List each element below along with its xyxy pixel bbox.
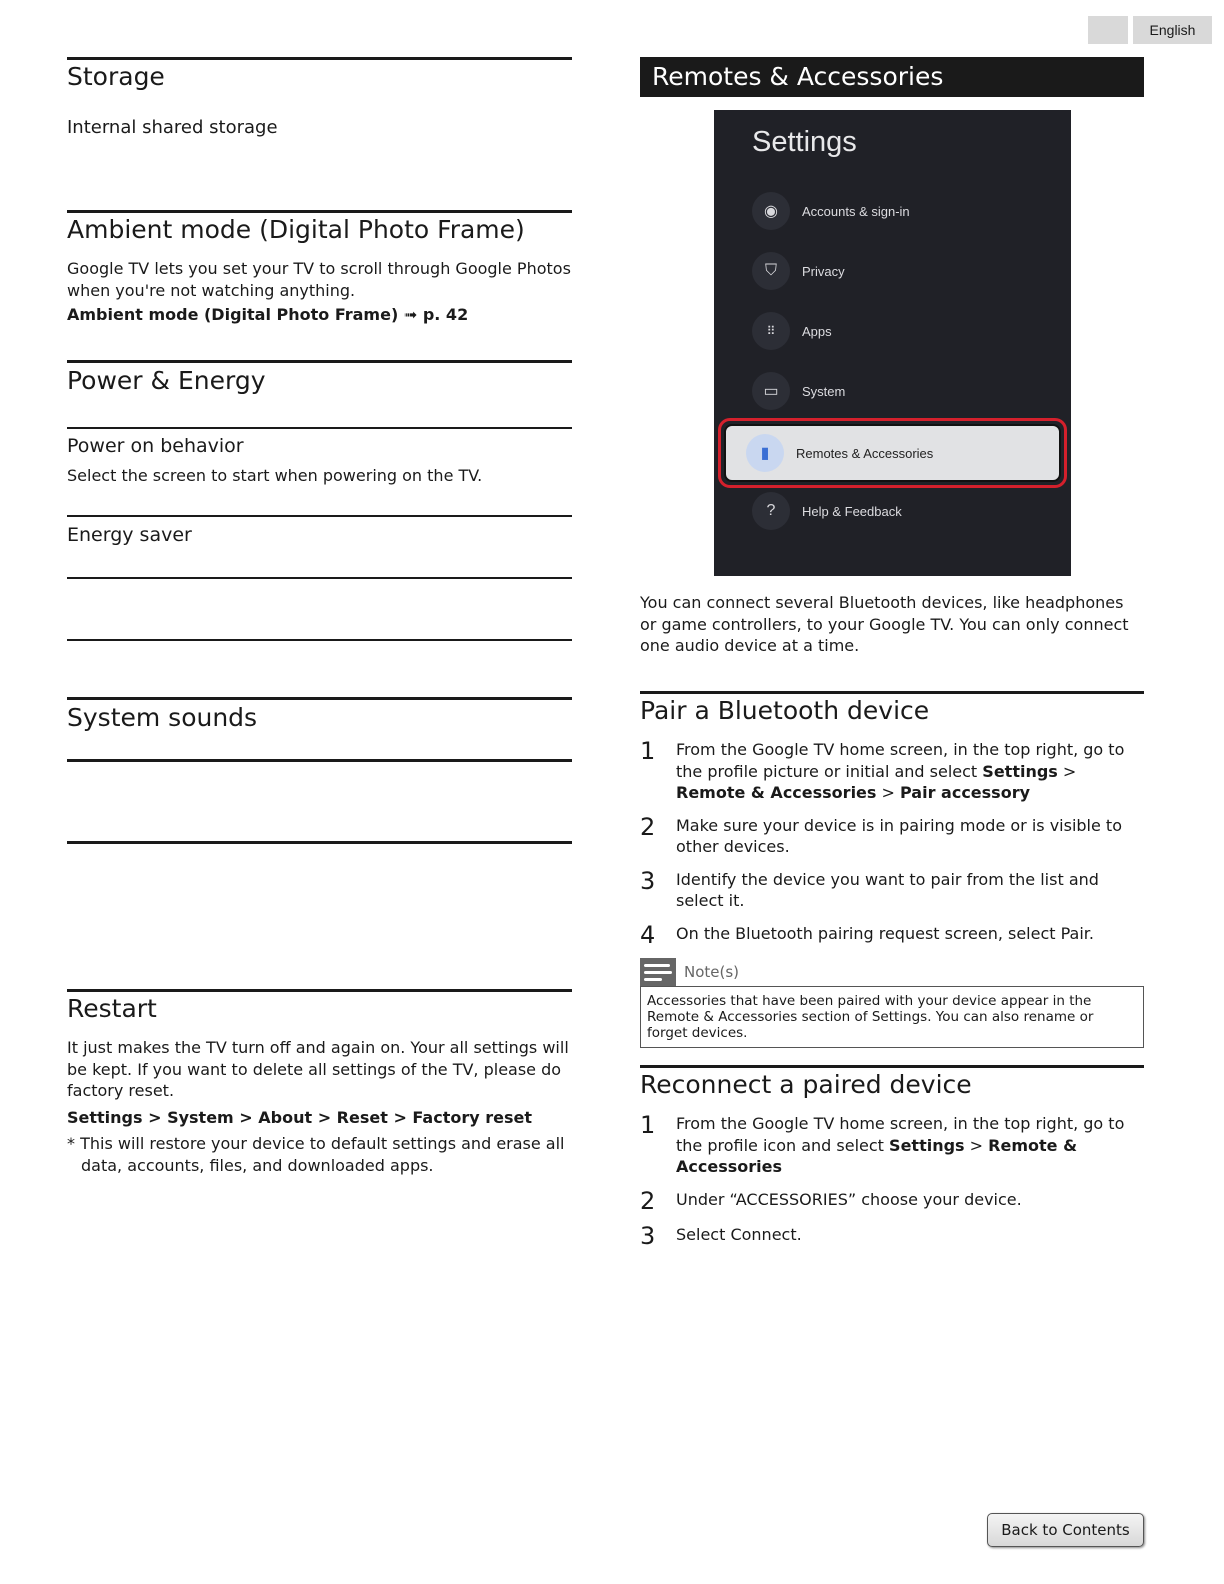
step-text: From the Google TV home screen, in the top right, go to the profile picture or initial and select xyxy=(676,740,1125,781)
divider xyxy=(67,577,572,579)
step-number: 2 xyxy=(640,812,656,841)
divider xyxy=(67,210,572,213)
arrow-right-icon: ➟ xyxy=(403,305,418,324)
tv-settings-screenshot xyxy=(714,110,1071,576)
tv-settings-title: Settings xyxy=(752,126,857,158)
note-text: Accessories that have been paired with your device appear in the Remote & Accessories section of Settings. You can also rename or forget devices. xyxy=(640,986,1144,1048)
step-bold: Settings xyxy=(889,1135,965,1155)
restart-title: Restart xyxy=(67,994,157,1023)
divider xyxy=(67,989,572,992)
ambient-link[interactable] xyxy=(67,304,572,326)
step xyxy=(640,739,1144,804)
section-header: Remotes & Accessories xyxy=(640,57,1144,97)
step-number: 2 xyxy=(640,1186,656,1215)
step-text: Under “ACCESSORIES” choose your device. xyxy=(676,1189,1022,1209)
divider xyxy=(67,697,572,700)
ambient-body: Google TV lets you set your TV to scroll through Google Photos when you're not watching anything. xyxy=(67,259,571,300)
language-blank-tab xyxy=(1088,16,1128,44)
tv-menu-label: Help & Feedback xyxy=(802,503,902,519)
note-icon xyxy=(640,958,676,986)
note-block xyxy=(640,958,1144,1048)
tv-menu-label: Accounts & sign-in xyxy=(802,203,910,219)
back-to-contents-button[interactable]: Back to Contents xyxy=(987,1513,1144,1547)
step-text: Select Connect. xyxy=(676,1224,802,1244)
step xyxy=(640,866,1144,912)
restart-path: Settings > System > About > Reset > Factory reset xyxy=(67,1108,532,1127)
power-on-title: Power on behavior xyxy=(67,435,244,457)
step-text: On the Bluetooth pairing request screen, select Pair. xyxy=(676,923,1094,943)
tv-menu-item xyxy=(752,371,1072,411)
step xyxy=(640,1186,1144,1215)
ambient-link-label: Ambient mode (Digital Photo Frame) xyxy=(67,305,399,324)
step-text: Identify the device you want to pair from the list and select it. xyxy=(676,869,1099,910)
step-number: 1 xyxy=(640,1111,656,1139)
note-label: Note(s) xyxy=(684,963,740,981)
tv-menu-item xyxy=(752,311,1072,351)
storage-title: Storage xyxy=(67,62,165,91)
apps-grid-icon: ⠿ xyxy=(752,312,790,350)
power-on-body: Select the screen to start when powering on the TV. xyxy=(67,466,483,485)
step-sep: > xyxy=(876,783,900,802)
step-sep: > xyxy=(1057,761,1077,781)
step-number: 3 xyxy=(640,1221,656,1250)
tv-menu-label: Privacy xyxy=(802,263,845,279)
divider xyxy=(67,427,572,429)
step xyxy=(640,1221,1144,1250)
storage-item: Internal shared storage xyxy=(67,117,278,138)
pair-title: Pair a Bluetooth device xyxy=(640,696,930,725)
step-text: From the Google TV home screen, in the top right, go to the profile icon and select xyxy=(676,1114,1125,1155)
step xyxy=(640,1113,1144,1178)
ambient-title: Ambient mode (Digital Photo Frame) xyxy=(67,215,525,244)
divider xyxy=(67,639,572,641)
ambient-link-page: p. 42 xyxy=(422,305,469,324)
remote-icon: ▮ xyxy=(746,434,784,472)
divider xyxy=(67,515,572,517)
step-bold: Remote & Accessories xyxy=(676,1135,1078,1176)
step-number: 3 xyxy=(640,866,656,895)
tv-menu-item xyxy=(752,491,1072,531)
tv-menu-item xyxy=(752,251,1072,291)
step xyxy=(640,812,1144,858)
energy-saver-title: Energy saver xyxy=(67,524,192,546)
tv-menu-label: System xyxy=(802,383,846,399)
step-number: 4 xyxy=(640,920,656,949)
divider xyxy=(67,759,572,762)
monitor-icon: ▭ xyxy=(752,372,790,410)
tv-menu-label: Apps xyxy=(802,323,832,339)
restart-body: It just makes the TV turn off and again on. Your all settings will be kept. If you want to delete all settings of the TV, please do factory reset. xyxy=(67,1038,569,1100)
intro-text: You can connect several Bluetooth devices, like headphones or game controllers, to your Google TV. You can only connect one audio device at a time. xyxy=(640,593,1129,655)
tv-menu-item-highlighted xyxy=(718,418,1067,488)
help-icon: ? xyxy=(752,492,790,530)
reconnect-title: Reconnect a paired device xyxy=(640,1070,972,1099)
divider xyxy=(67,360,572,363)
power-title: Power & Energy xyxy=(67,366,266,395)
account-icon: ◉ xyxy=(752,192,790,230)
pair-steps xyxy=(640,739,1144,947)
shield-icon: ⛉ xyxy=(752,252,790,290)
step-bold: Pair accessory xyxy=(900,783,1031,802)
step-bold: Settings xyxy=(982,761,1058,781)
step-sep: > xyxy=(964,1135,989,1155)
step-text: Make sure your device is in pairing mode or is visible to other devices. xyxy=(676,815,1122,856)
tv-menu-item xyxy=(752,191,1072,231)
step-bold: Remote & Accessories xyxy=(676,783,877,802)
step-number: 1 xyxy=(640,737,656,765)
divider xyxy=(640,1065,1144,1068)
divider xyxy=(67,57,572,60)
system-sounds-title: System sounds xyxy=(67,703,258,732)
step xyxy=(640,920,1144,949)
tv-menu-label: Remotes & Accessories xyxy=(796,445,934,461)
restart-note: * This will restore your device to default settings and erase all data, accounts, files, and downloaded apps. xyxy=(67,1134,565,1175)
reconnect-steps xyxy=(640,1113,1144,1248)
language-tab[interactable]: English xyxy=(1133,16,1212,44)
divider xyxy=(640,691,1144,694)
divider xyxy=(67,841,572,844)
